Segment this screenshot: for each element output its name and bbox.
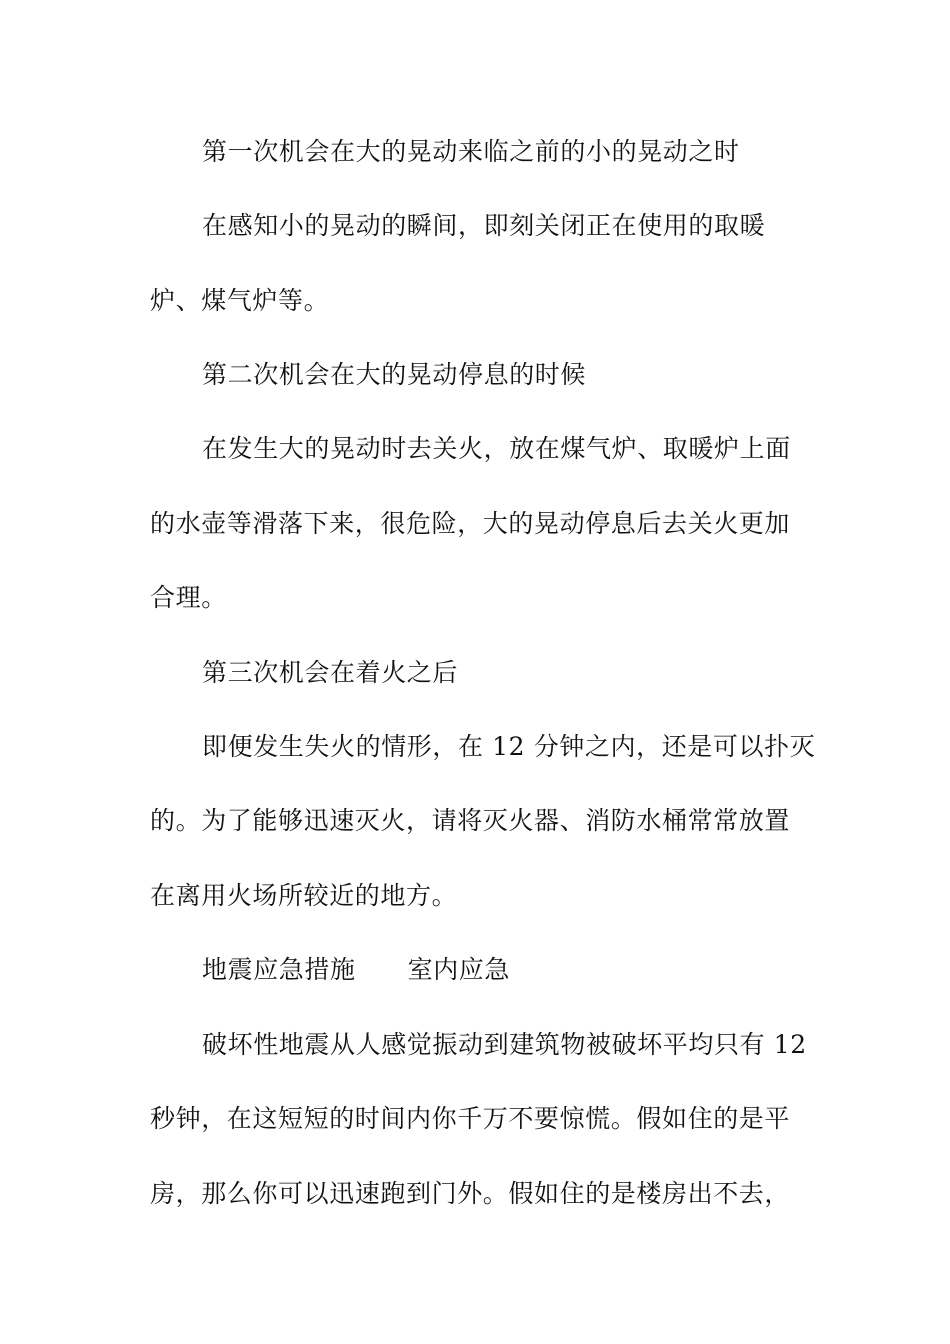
paragraph-line: 即便发生失火的情形，在 12 分钟之内，还是可以扑灭 [202, 732, 816, 761]
heading-first-chance: 第一次机会在大的晃动来临之前的小的晃动之时 [202, 137, 740, 166]
paragraph-line: 在感知小的晃动的瞬间，即刻关闭正在使用的取暖 [202, 211, 766, 240]
paragraph-line: 合理。 [150, 583, 227, 612]
paragraph-line: 破坏性地震从人感觉振动到建筑物被破坏平均只有 12 [202, 1030, 807, 1059]
paragraph-line: 的。为了能够迅速灭火，请将灭火器、消防水桶常常放置 [150, 806, 791, 835]
paragraph-line: 房，那么你可以迅速跑到门外。假如住的是楼房出不去， [150, 1179, 791, 1208]
heading-earthquake-measures [202, 955, 510, 985]
heading-second-chance: 第二次机会在大的晃动停息的时候 [202, 360, 587, 389]
paragraph-line: 在离用火场所较近的地方。 [150, 881, 458, 910]
paragraph-line: 炉、煤气炉等。 [150, 286, 330, 315]
heading-part-1: 地震应急措施 [202, 955, 356, 984]
paragraph-line: 在发生大的晃动时去关火，放在煤气炉、取暖炉上面 [202, 434, 791, 463]
heading-part-2: 室内应急 [407, 955, 511, 984]
paragraph-line: 秒钟，在这短短的时间内你千万不要惊慌。假如住的是平 [150, 1104, 791, 1133]
heading-third-chance: 第三次机会在着火之后 [202, 658, 459, 687]
paragraph-line: 的水壶等滑落下来，很危险，大的晃动停息后去关火更加 [150, 509, 791, 538]
